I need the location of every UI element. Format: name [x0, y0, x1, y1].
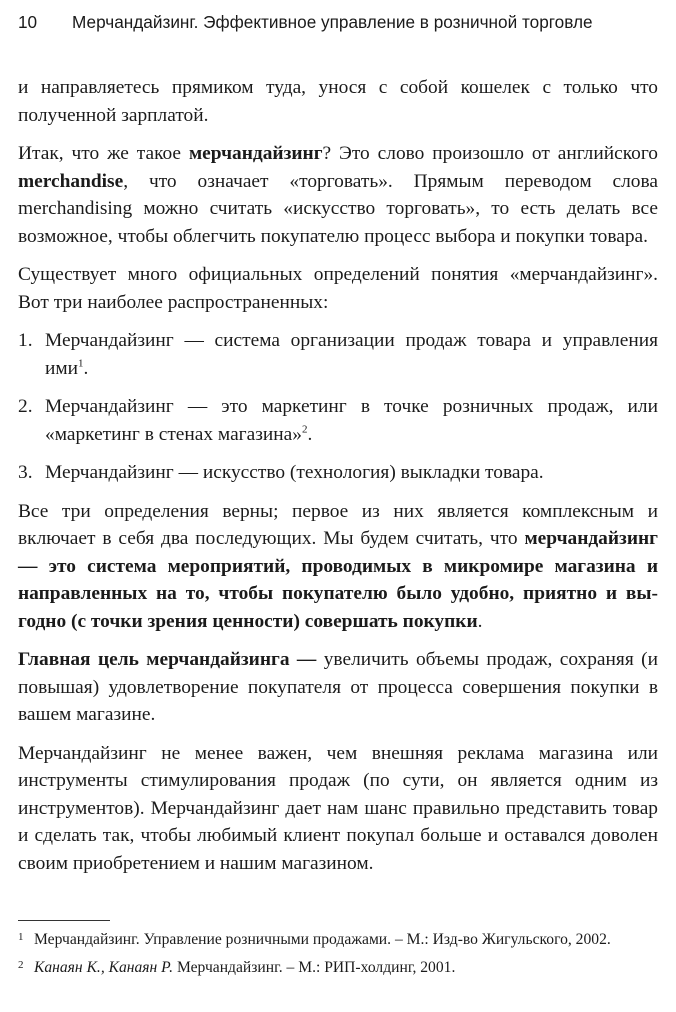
list-item-number: 1. — [18, 330, 33, 351]
footnote-marker: 1 — [18, 931, 24, 943]
footnote-2 — [18, 957, 658, 978]
list-item — [18, 459, 658, 487]
running-title: Мерчандайзинг. Эффективное управление в розничной торговле — [72, 12, 593, 32]
list-item-body: Мерчандайзинг — это маркетинг в точке розничных продаж, или «маркетинг в стенах магазина» — [45, 396, 658, 445]
list-item — [18, 327, 658, 382]
list-item-text — [45, 393, 658, 448]
list-item-body: Мерчандайзинг — система организации продаж товара и управления ими — [45, 330, 658, 379]
running-header — [18, 10, 658, 34]
list-item-text — [45, 459, 658, 487]
paragraph-4 — [18, 498, 658, 636]
term-merchandise: merchandise — [18, 170, 124, 192]
footnote-ref-2: 2 — [301, 423, 308, 436]
list-item-end: . — [307, 423, 313, 445]
footnote-ref-1: 1 — [78, 357, 84, 370]
footnote-marker: 2 — [18, 959, 24, 971]
footnote-1 — [18, 929, 658, 950]
footnote-text: Мерчандайзинг. – М.: РИП-холдинг, 2001. — [173, 959, 456, 976]
footnotes — [18, 929, 658, 985]
page-number: 10 — [18, 12, 38, 32]
footnote-text-wrapper — [34, 957, 658, 978]
definitions-list — [18, 327, 658, 487]
paragraph-4-text-c: . — [477, 610, 483, 632]
paragraph-4-text-a: Все три определения верны; первое из них является комплексным и включает в себя два последующих. Мы будем считать, что — [18, 500, 658, 549]
body-text — [18, 74, 658, 888]
footnote-text: Мерчандайзинг. Управление розничными продажами. – М.: Изд-во Жигульского, 2002. — [34, 931, 611, 948]
footnote-divider — [18, 920, 110, 921]
list-item-number: 2. — [18, 396, 33, 417]
paragraph-2-text-c: ? Это слово произошло от английского — [322, 143, 658, 164]
paragraph-2 — [18, 140, 658, 250]
list-item-text — [45, 327, 658, 382]
merchandising-definition: мерчандайзинг — это система мероприятий, проводимых в микромире магазина и направленных на то, чтобы покупателю было удобно, приятно и выгодно (с точки зрения ценности) совершать покупки — [18, 528, 658, 632]
paragraph-5 — [18, 646, 658, 729]
paragraph-2-text-e: , что означает «торговать». Прямым переводом слова merchandising можно считать «искусство торговать», то есть делать все возможное, чтобы облегчить покупателю процесс выбора и покупки товара. — [18, 170, 658, 247]
paragraph-2-text-a: Итак, что же такое — [18, 143, 189, 164]
list-item-end: . — [83, 357, 89, 379]
footnote-authors: Канаян К., Канаян Р. — [34, 959, 174, 976]
paragraph-1: и направляетесь прямиком туда, унося с собой кошелек с только что полученной зарплатой. — [18, 77, 658, 126]
term-merchandising: мерчандайзинг — [188, 143, 323, 164]
main-goal-heading: Главная цель мерчандайзинга — — [18, 649, 324, 670]
paragraph-5-text-b: увеличить объемы продаж, сохраняя (и повышая) удовлетворение покупателя от процесса совершения покупки в вашем магазине. — [18, 649, 658, 725]
paragraph-3: Существует много официальных определений понятия «мерчандайзинг». Вот три наиболее распространенных: — [18, 264, 658, 313]
list-item-number: 3. — [18, 462, 33, 483]
list-item-body: Мерчандайзинг — искусство (технология) выкладки товара. — [45, 462, 544, 483]
paragraph-6: Мерчандайзинг не менее важен, чем внешняя реклама магазина или инструменты стимулирования продаж (по сути, он является одним из инструментов). Мерчандайзинг дает нам шанс правильно представить товар и сделать так, чтобы любимый клиент покупал больше и оставался доволен своим приобретением и нашим магазином. — [18, 742, 658, 874]
list-item — [18, 393, 658, 448]
